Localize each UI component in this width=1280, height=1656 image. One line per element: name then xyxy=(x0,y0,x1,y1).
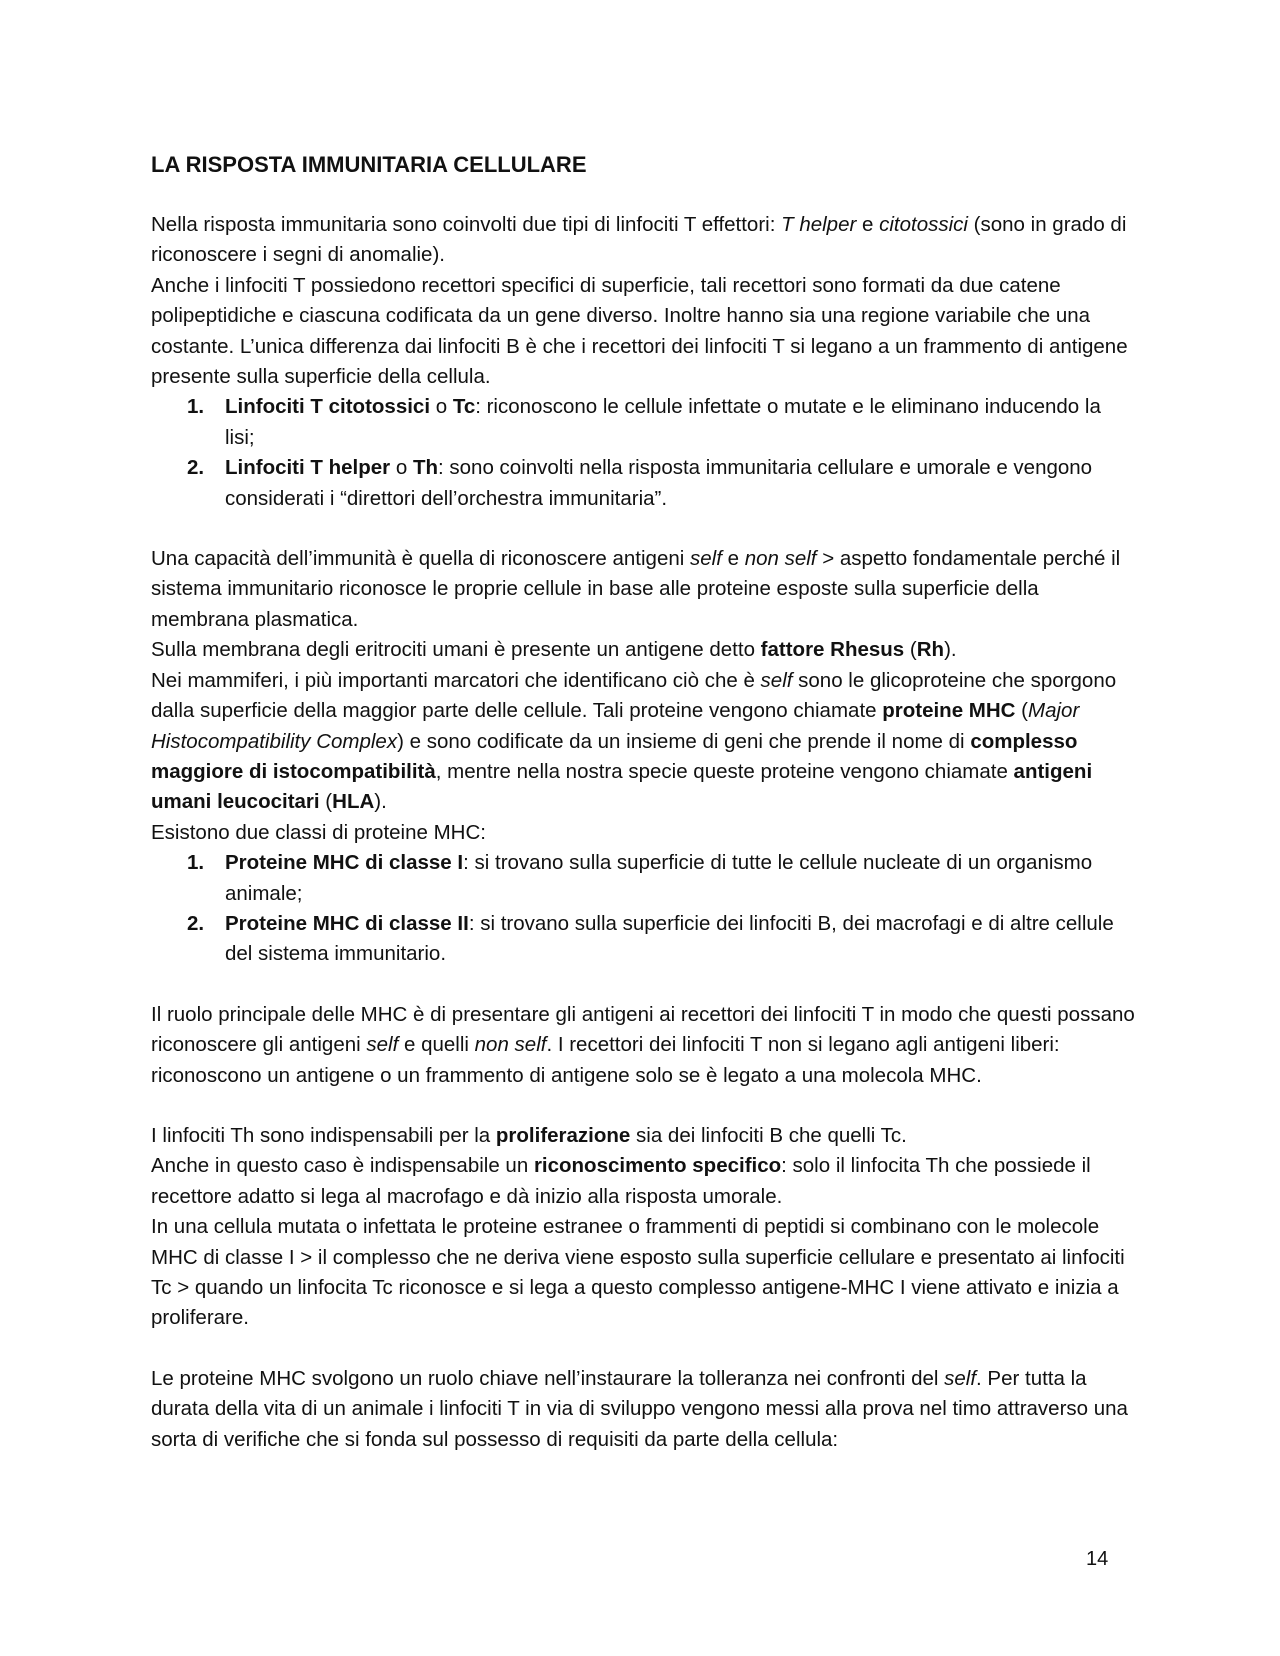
text: ). xyxy=(944,638,957,662)
list-item xyxy=(151,909,1136,970)
text: o xyxy=(390,456,413,480)
text: ( xyxy=(904,638,917,662)
italic-term: self xyxy=(944,1366,977,1390)
page-content xyxy=(151,150,1136,1485)
numbered-list xyxy=(151,848,1136,970)
text: : riconoscono le cellule infettate o mutate e le eliminano inducendo la lisi; xyxy=(225,395,1101,449)
section-mhc-role xyxy=(151,1000,1136,1091)
italic-term: Major Histocompatibility Complex xyxy=(151,699,1080,753)
bold-term: riconoscimento specifico xyxy=(533,1154,782,1178)
bold-term: Linfociti T citotossici xyxy=(225,395,431,419)
text: Nei mammiferi, i più importanti marcatori che identificano ciò che è xyxy=(151,668,761,692)
list-number: 2. xyxy=(187,456,205,480)
text: e xyxy=(856,213,880,236)
text: I linfociti Th sono indispensabili per la xyxy=(151,1123,496,1147)
paragraph xyxy=(151,210,1136,271)
bold-term: Tc xyxy=(452,395,476,419)
paragraph xyxy=(151,666,1136,818)
bold-term: Th xyxy=(412,456,438,480)
bold-term: Proteine MHC di classe I xyxy=(225,851,464,875)
section-th-proliferation xyxy=(151,1121,1136,1334)
paragraph xyxy=(151,1000,1136,1091)
text: > aspetto fondamentale perché il sistema immunitario riconosce le proprie cellule in base alle proteine esposte sulla superficie della membrana plasmatica. xyxy=(151,547,1121,631)
italic-term: T helper xyxy=(781,213,857,236)
list-item xyxy=(151,392,1136,453)
paragraph xyxy=(151,544,1136,635)
text: (sono in grado di riconoscere i segni di anomalie). xyxy=(151,213,1127,267)
text: ) e sono codificate da un insieme di geni che prende il nome di xyxy=(397,729,971,753)
paragraph xyxy=(151,1364,1136,1455)
list-number: 1. xyxy=(187,395,205,419)
text: sia dei linfociti B che quelli Tc. xyxy=(630,1123,907,1147)
numbered-list xyxy=(151,392,1136,514)
text: Nella risposta immunitaria sono coinvolti due tipi di linfociti T effettori: xyxy=(151,213,782,236)
bold-term: proteine MHC xyxy=(882,699,1016,723)
text: ( xyxy=(1015,699,1029,723)
text: Sulla membrana degli eritrociti umani è presente un antigene detto xyxy=(151,638,761,662)
list-number: 1. xyxy=(187,851,205,875)
text: . Per tutta la durata della vita di un animale i linfociti T in via di sviluppo vengono messi alla prova nel timo attraverso una sorta di verifiche che si fonda sul possesso di requisiti da parte della cellula: xyxy=(151,1366,1128,1451)
text: ). xyxy=(374,790,387,814)
text: Le proteine MHC svolgono un ruolo chiave nell’instaurare la tolleranza nei confronti del xyxy=(151,1366,945,1390)
text: e quelli xyxy=(398,1033,475,1057)
bold-term: Rh xyxy=(916,638,945,662)
page-number: 14 xyxy=(1086,1548,1109,1570)
bold-term: Proteine MHC di classe II xyxy=(225,911,469,935)
text: Una capacità dell’immunità è quella di riconoscere antigeni xyxy=(151,547,690,571)
section-self-non-self xyxy=(151,544,1136,970)
paragraph xyxy=(151,1121,1136,1151)
text: Anche in questo caso è indispensabile un xyxy=(151,1154,534,1178)
paragraph: Esistono due classi di proteine MHC: xyxy=(151,820,486,844)
text: : sono coinvolti nella risposta immunitaria cellulare e umorale e vengono considerati i “direttori dell’orchestra immunitaria”. xyxy=(225,456,1093,510)
italic-term: citotossici xyxy=(879,213,968,236)
section-self-tolerance xyxy=(151,1364,1136,1455)
text: sono le glicoproteine che sporgono dalla superficie della maggior parte delle cellule. Tali proteine vengono chiamate xyxy=(151,668,1117,723)
paragraph xyxy=(151,1151,1136,1212)
text: , mentre nella nostra specie queste proteine vengono chiamate xyxy=(435,759,1014,783)
list-number: 2. xyxy=(187,911,205,935)
list-item xyxy=(151,848,1136,909)
list-item xyxy=(151,453,1136,514)
bold-term: fattore Rhesus xyxy=(760,638,905,662)
bold-term: complesso maggiore di istocompatibilità xyxy=(151,729,1078,783)
bold-term: proliferazione xyxy=(495,1123,631,1147)
text: : solo il linfocita Th che possiede il recettore adatto si lega al macrofago e dà inizio alla risposta umorale. xyxy=(151,1154,1091,1208)
text: ( xyxy=(319,790,333,814)
italic-term: non self xyxy=(744,547,817,571)
text: o xyxy=(430,395,453,419)
text: Il ruolo principale delle MHC è di presentare gli antigeni ai recettori dei linfociti T in modo che questi possano riconoscere gli antigeni xyxy=(151,1002,1135,1057)
section-t-lymphocytes xyxy=(151,210,1136,514)
paragraph xyxy=(151,635,1136,665)
paragraph: In una cellula mutata o infettata le proteine estranee o frammenti di peptidi si combinano con le molecole MHC di classe I > il complesso che ne deriva viene esposto sulla superficie cellulare e presentato ai linfociti Tc > quando un linfocita Tc riconosce e si lega a questo complesso antigene-MHC I viene attivato e inizia a proliferare. xyxy=(151,1215,1125,1330)
italic-term: self xyxy=(690,547,722,571)
text: : si trovano sulla superficie dei linfociti B, dei macrofagi e di altre cellule del sistema immunitario. xyxy=(225,911,1114,966)
page-title: LA RISPOSTA IMMUNITARIA CELLULARE xyxy=(151,152,587,177)
bold-term: HLA xyxy=(332,790,375,814)
paragraph: Anche i linfociti T possiedono recettori specifici di superficie, tali recettori sono formati da due catene polipeptidiche e ciascuna codificata da un gene diverso. Inoltre hanno sia una regione variabile che una costante. L’unica differenza dai linfociti B è che i recettori dei linfociti T si legano a un frammento di antigene presente sulla superficie della cellula. xyxy=(151,273,1128,389)
text: . I recettori dei linfociti T non si legano agli antigeni liberi: riconoscono un antigene o un frammento di antigene solo se è legato a una molecola MHC. xyxy=(151,1033,1060,1087)
bold-term: antigeni umani leucocitari xyxy=(151,759,1093,814)
text: : si trovano sulla superficie di tutte le cellule nucleate di un organismo animale; xyxy=(225,851,1093,905)
italic-term: self xyxy=(366,1033,399,1057)
italic-term: non self xyxy=(474,1033,547,1057)
italic-term: self xyxy=(760,668,793,692)
text: e xyxy=(721,547,745,571)
bold-term: Linfociti T helper xyxy=(225,456,391,480)
